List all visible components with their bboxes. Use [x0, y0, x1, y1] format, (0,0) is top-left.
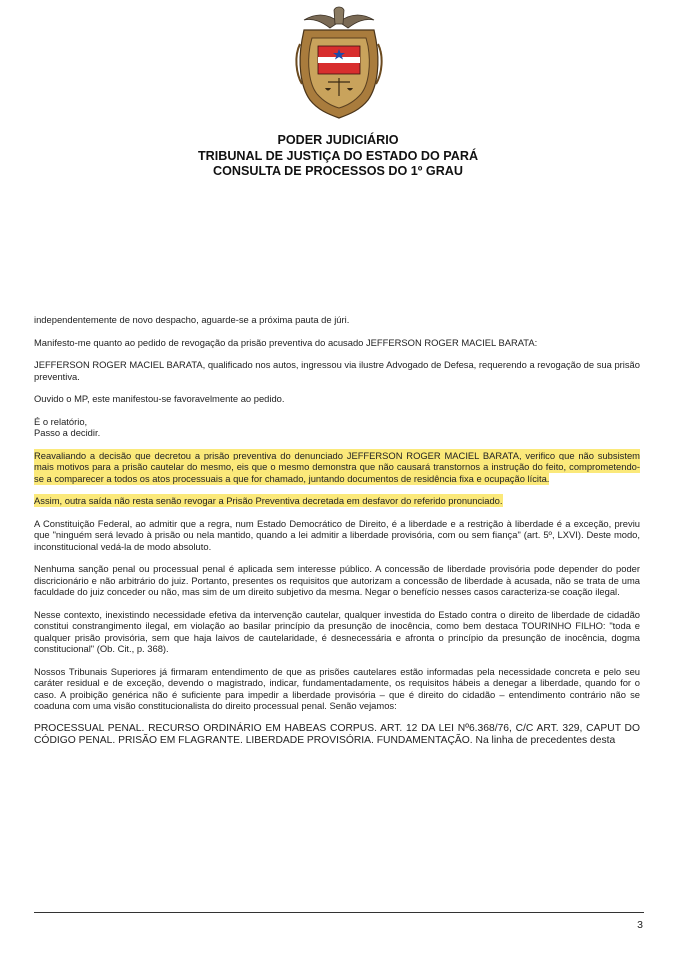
paragraph: Nesse contexto, inexistindo necessidade efetiva da intervenção cautelar, qualquer investida do Estado contra o direito de liberdade de cidadão constitui constrangimento ilegal, em violação ao basilar princípio da presunção de inocência, como bem destaca TOURINHO FILHO: "toda e qualquer prisão provisória, sem que haja laivos de cautelaridade, é desnecessária e afronta o princípio da presunção de inocência, dogma constitucional" (Ob. Cit., p. 368).: [34, 608, 640, 654]
header-line-3: CONSULTA DE PROCESSOS DO 1º GRAU: [213, 164, 463, 178]
document-header: [0, 133, 676, 180]
paragraph: Manifesto-me quanto ao pedido de revogação da prisão preventiva do acusado JEFFERSON ROGER MACIEL BARATA:: [34, 336, 538, 348]
paragraph: Nossos Tribunais Superiores já firmaram entendimento de que as prisões cautelares estão informadas pela necessidade concreta e pelo seu caráter residual e de exceção, devendo o magistrado, indicar, fundamentadamente, os requisitos hábeis a denegar a liberdade, quando for o caso. A proibição genérica não é suficiente para impedir a liberdade provisória – que é direito do cidadão – entendimento contrário não se coaduna com uma visão constitucionalista do direito processual penal. Senão vejamos:: [34, 665, 640, 711]
paragraph: PROCESSUAL PENAL. RECURSO ORDINÁRIO EM HABEAS CORPUS. ART. 12 DA LEI Nº6.368/76, C/C ART. 329, CAPUT DO CÓDIGO PENAL. PRISÃO EM FLAGRANTE. LIBERDADE PROVISÓRIA. FUNDAMENTAÇÃO. Na linha de precedentes desta: [34, 722, 640, 746]
highlighted-paragraph: Reavaliando a decisão que decretou a prisão preventiva do denunciado JEFFERSON ROGER MACIEL BARATA, verifico que não subsistem mais motivos para a prisão cautelar do mesmo, eis que o mesmo demonstra que não causará transtornos a instrução do feito, comprometendo-se a comparecer a todos os atos processuais a que for chamado, juntando documentos de residência fixa e ocupação lícita.: [34, 449, 640, 484]
paragraph: Ouvido o MP, este manifestou-se favoravelmente ao pedido.: [34, 393, 285, 404]
highlighted-paragraph: Assim, outra saída não resta senão revogar a Prisão Preventiva decretada em desfavor do referido pronunciado.: [34, 495, 503, 506]
document-body: [34, 314, 640, 748]
paragraph: Nenhuma sanção penal ou processual penal é aplicada sem interesse público. A concessão de liberdade provisória pode depender do poder discricionário e não arbitrário do juiz. Portanto, presentes os requisitos que autorizam a concessão de liberdade à acusada, não se trata de uma faculdade do juiz conceder ou não, mas sim de um direito subjetivo da mesma. Negar o benefício nesses casos caracteriza-se coação ilegal.: [34, 563, 640, 597]
court-crest-logo: [290, 4, 388, 122]
paragraph: independentemente de novo despacho, aguarde-se a próxima pauta de júri.: [34, 314, 350, 325]
footer-divider: [34, 912, 644, 913]
paragraph: A Constituição Federal, ao admitir que a regra, num Estado Democrático de Direito, é a liberdade e a restrição à liberdade é a exceção, previu que "ninguém será levado à prisão ou nela mantido, quando a lei admitir a liberdade provisória, com ou sem fiança" (art. 5º, LXVI). Deste modo, inconstitucional vedá-la de modo absoluto.: [34, 517, 640, 552]
header-line-2: TRIBUNAL DE JUSTIÇA DO ESTADO DO PARÁ: [197, 148, 479, 163]
paragraph: JEFFERSON ROGER MACIEL BARATA, qualificado nos autos, ingressou via ilustre Advogado de Defesa, requerendo a revogação de sua prisão preventiva.: [34, 359, 640, 382]
paragraph: É o relatório, Passo a decidir.: [34, 415, 101, 438]
header-line-1: PODER JUDICIÁRIO: [277, 133, 399, 147]
page-number: 3: [637, 919, 643, 931]
